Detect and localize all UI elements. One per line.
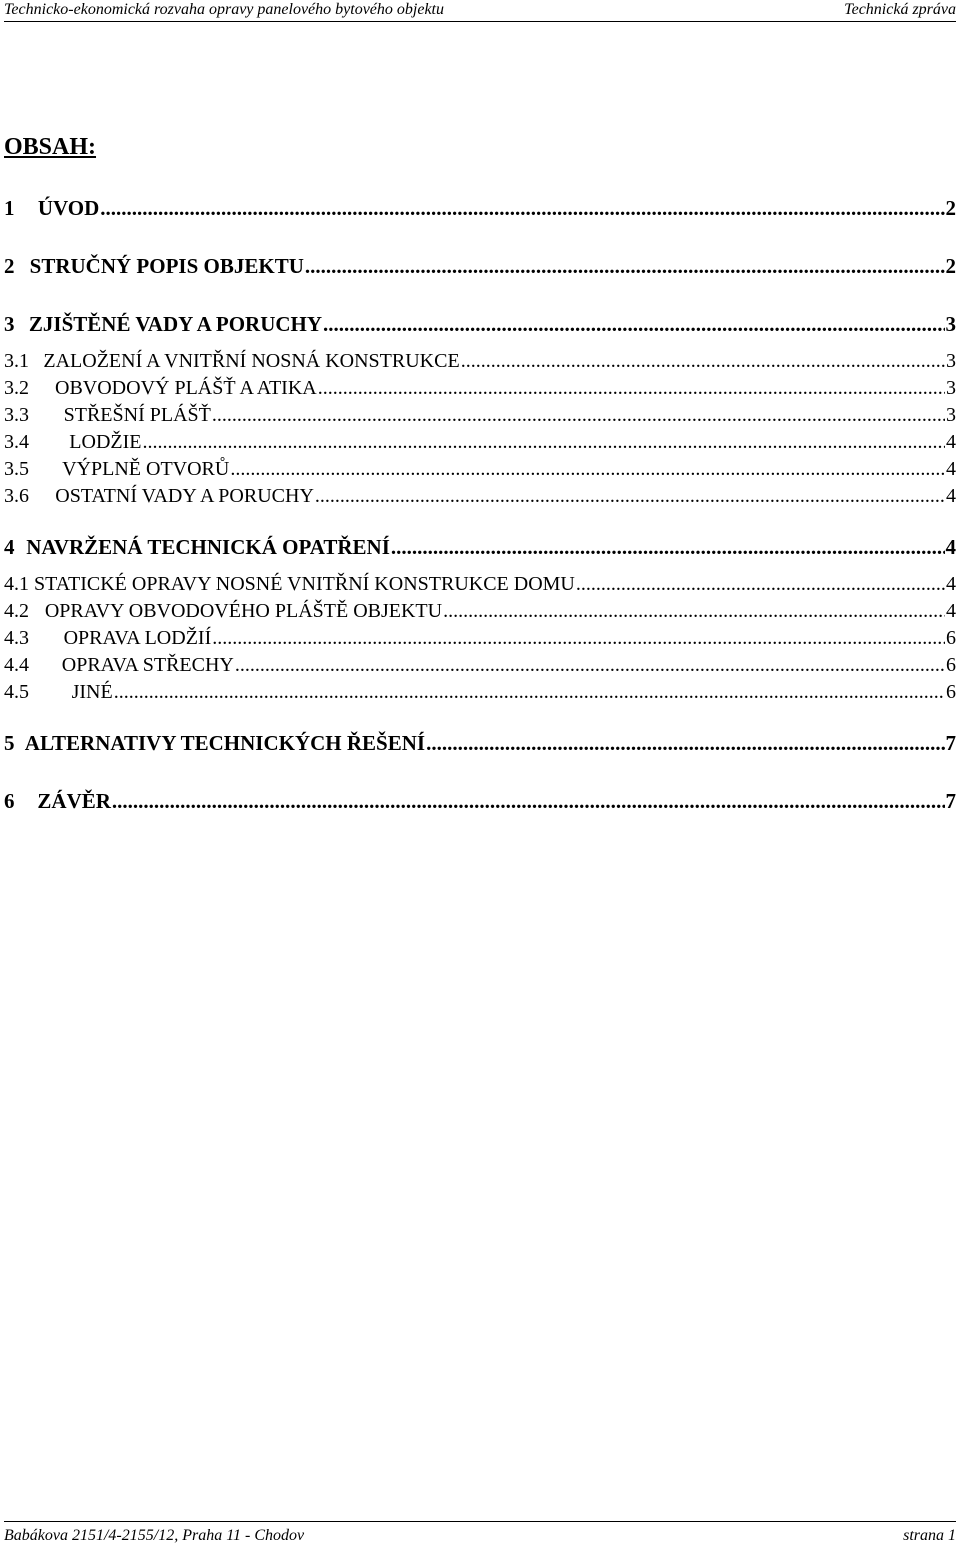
toc-entry-page: 3 — [946, 350, 956, 372]
toc-entry-number: 5 — [4, 731, 15, 755]
toc-entry-number: 3 — [4, 312, 15, 336]
toc-entry-page: 7 — [945, 789, 956, 813]
toc-entry-title: ZALOŽENÍ A VNITŘNÍ NOSNÁ KONSTRUKCE — [43, 350, 460, 372]
toc-entry-title: OPRAVA LODŽIÍ — [63, 627, 212, 649]
toc-entry[interactable] — [4, 654, 956, 680]
toc-entry-title: OSTATNÍ VADY A PORUCHY — [55, 485, 314, 507]
toc-entry-page: 4 — [946, 573, 956, 595]
toc-leader-dots — [323, 312, 944, 337]
toc-entry-page: 4 — [946, 600, 956, 622]
toc-entry-number: 4.2 — [4, 600, 29, 622]
toc-entry[interactable] — [4, 458, 956, 484]
toc-entry-page: 3 — [946, 404, 956, 426]
toc-entry-title: ÚVOD — [37, 196, 100, 220]
toc-entry[interactable] — [4, 404, 956, 430]
toc-heading: OBSAH: — [4, 134, 97, 160]
toc-entry-title: STŘEŠNÍ PLÁŠŤ — [63, 404, 211, 426]
toc-entry[interactable] — [4, 627, 956, 653]
toc-leader-dots — [114, 681, 945, 704]
toc-entry-page: 6 — [946, 627, 956, 649]
toc-entry-number: 3.5 — [4, 458, 29, 480]
page-header — [4, 0, 956, 22]
header-section-title: Technická zpráva — [844, 1, 956, 18]
page-footer — [4, 1521, 956, 1546]
toc-leader-dots — [235, 654, 945, 677]
footer-page-number: strana 1 — [903, 1527, 956, 1544]
toc-entry[interactable] — [4, 196, 956, 222]
toc-leader-dots — [426, 731, 944, 756]
toc-entry-number: 2 — [4, 254, 15, 278]
toc-entry-page: 3 — [946, 377, 956, 399]
toc-entry[interactable] — [4, 485, 956, 511]
toc-entry-page: 7 — [945, 731, 956, 755]
toc-leader-dots — [318, 377, 945, 400]
toc-entry-page: 4 — [945, 535, 956, 559]
toc-leader-dots — [315, 485, 945, 508]
toc-entry-title: NAVRŽENÁ TECHNICKÁ OPATŘENÍ — [26, 535, 390, 559]
toc-leader-dots — [576, 573, 945, 596]
toc-entry-page: 4 — [946, 431, 956, 453]
toc-entry-page: 6 — [946, 681, 956, 703]
toc-entry[interactable] — [4, 377, 956, 403]
toc-entry-title: JINÉ — [71, 681, 113, 703]
toc-entry-page: 6 — [946, 654, 956, 676]
toc-leader-dots — [112, 789, 945, 814]
toc-entry-page: 4 — [946, 485, 956, 507]
toc-entry-page: 2 — [945, 254, 956, 278]
toc-entry[interactable] — [4, 600, 956, 626]
toc-entry[interactable] — [4, 254, 956, 280]
header-document-title: Technicko-ekonomická rozvaha opravy panelového bytového objektu — [4, 1, 444, 18]
toc-entry-title: ZJIŠTĚNÉ VADY A PORUCHY — [28, 312, 323, 336]
toc-entry-number: 4.3 — [4, 627, 29, 649]
toc-leader-dots — [142, 431, 945, 454]
toc-entry-number: 1 — [4, 196, 15, 220]
toc-entry-title: OPRAVA STŘECHY — [61, 654, 234, 676]
toc-entry-page: 4 — [946, 458, 956, 480]
toc-entry-title: ZÁVĚR — [37, 789, 111, 813]
toc-entry-title: LODŽIE — [69, 431, 142, 453]
toc-entry-title: ALTERNATIVY TECHNICKÝCH ŘEŠENÍ — [24, 731, 426, 755]
toc-leader-dots — [461, 350, 945, 373]
toc-entry-number: 3.2 — [4, 377, 29, 399]
toc-entry[interactable] — [4, 431, 956, 457]
toc-entry[interactable] — [4, 681, 956, 707]
toc-leader-dots — [305, 254, 945, 279]
toc-entry-number: 4 — [4, 535, 15, 559]
toc-entry-title: VÝPLNĚ OTVORŮ — [62, 458, 230, 480]
toc-leader-dots — [212, 627, 945, 650]
toc-entry[interactable] — [4, 789, 956, 815]
toc-leader-dots — [391, 535, 945, 560]
toc-entry-page: 3 — [945, 312, 956, 336]
toc-leader-dots — [443, 600, 945, 623]
toc-entry[interactable] — [4, 535, 956, 561]
toc-entry-title: STRUČNÝ POPIS OBJEKTU — [29, 254, 304, 278]
toc-entry[interactable] — [4, 312, 956, 338]
toc-leader-dots — [100, 196, 944, 221]
toc-entry-number: 3.6 — [4, 485, 29, 507]
toc-entry-number: 3.1 — [4, 350, 29, 372]
toc-entry-number: 4.1 — [4, 573, 29, 595]
toc-entry-title: STATICKÉ OPRAVY NOSNÉ VNITŘNÍ KONSTRUKCE DOMU — [34, 573, 575, 595]
toc-entry-number: 3.4 — [4, 431, 29, 453]
toc-entry-title: OPRAVY OBVODOVÉHO PLÁŠTĚ OBJEKTU — [44, 600, 443, 622]
toc-leader-dots — [212, 404, 945, 427]
toc-entry[interactable] — [4, 573, 956, 599]
toc-entry[interactable] — [4, 731, 956, 757]
toc-entry-number: 3.3 — [4, 404, 29, 426]
toc-entry-page: 2 — [945, 196, 956, 220]
footer-address: Babákova 2151/4-2155/12, Praha 11 - Chodov — [4, 1527, 305, 1544]
toc-entry-number: 4.5 — [4, 681, 29, 703]
toc-entry-number: 6 — [4, 789, 15, 813]
toc-entry-title: OBVODOVÝ PLÁŠŤ A ATIKA — [55, 377, 317, 399]
toc-leader-dots — [230, 458, 945, 481]
toc-entry-number: 4.4 — [4, 654, 29, 676]
toc-entry[interactable] — [4, 350, 956, 376]
